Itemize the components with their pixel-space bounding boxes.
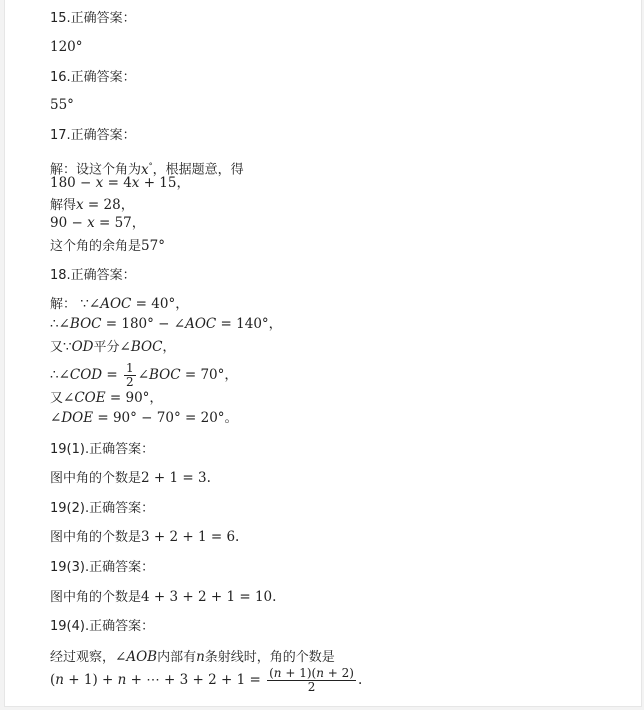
q16-header: 16.正确答案： (50, 70, 136, 85)
q19-2-answer: 图中角的个数是3 + 2 + 1 = 6. (50, 529, 240, 545)
q19-3-header: 19(3).正确答案： (50, 560, 155, 575)
q19-3-answer: 图中角的个数是4 + 3 + 2 + 1 = 10. (50, 589, 277, 605)
q17-line-5: 这个角的余角是57° (50, 238, 165, 254)
q17-line-4: 90 − x = 57， (50, 215, 146, 231)
q17-line-3: 解得x = 28， (50, 197, 135, 213)
q18-line-1: 解： ∵∠AOC = 40°， (50, 296, 189, 312)
q17-line-2: 180 − x = 4x + 15， (50, 175, 190, 191)
q19-4-header: 19(4).正确答案： (50, 619, 155, 634)
fraction-one-half: $\frac{1}{2}$ (126, 361, 134, 389)
q19-1-header: 19(1).正确答案： (50, 442, 155, 457)
q18-line-2: ∴∠BOC = 180° − ∠AOC = 140°， (50, 316, 283, 332)
q18-header: 18.正确答案： (50, 268, 136, 283)
q18-line-5: 又∠COE = 90°， (50, 390, 163, 406)
q15-header: 15.正确答案： (50, 11, 136, 26)
q18-line-6: ∠DOE = 90° − 70° = 20°。 (50, 410, 239, 426)
q19-4-line-2: (n + 1) + n + ⋯ + 3 + 2 + 1 = $\frac{(n + 1)(n + 2)}{2}$ . (50, 666, 363, 694)
q16-answer: 55° (50, 97, 74, 113)
q19-2-header: 19(2).正确答案： (50, 501, 155, 516)
q19-4-line-1: 经过观察，∠AOB内部有n条射线时，角的个数是 (50, 649, 335, 665)
q19-1-answer: 图中角的个数是2 + 1 = 3. (50, 470, 211, 486)
q18-line-3: 又∵OD平分∠BOC， (50, 339, 176, 355)
q18-line-4: ∴∠COD = $\frac{1}{2}$ ∠BOC = 70°， (50, 361, 238, 389)
q15-answer: 120° (50, 39, 83, 55)
answer-page (4, 0, 642, 707)
q17-header: 17.正确答案： (50, 128, 136, 143)
q17-line-1: 解：设这个角为x°，根据题意，得 (50, 161, 244, 178)
fraction-sum-formula: $\frac{(n + 1)(n + 2)}{2}$ (269, 666, 354, 694)
